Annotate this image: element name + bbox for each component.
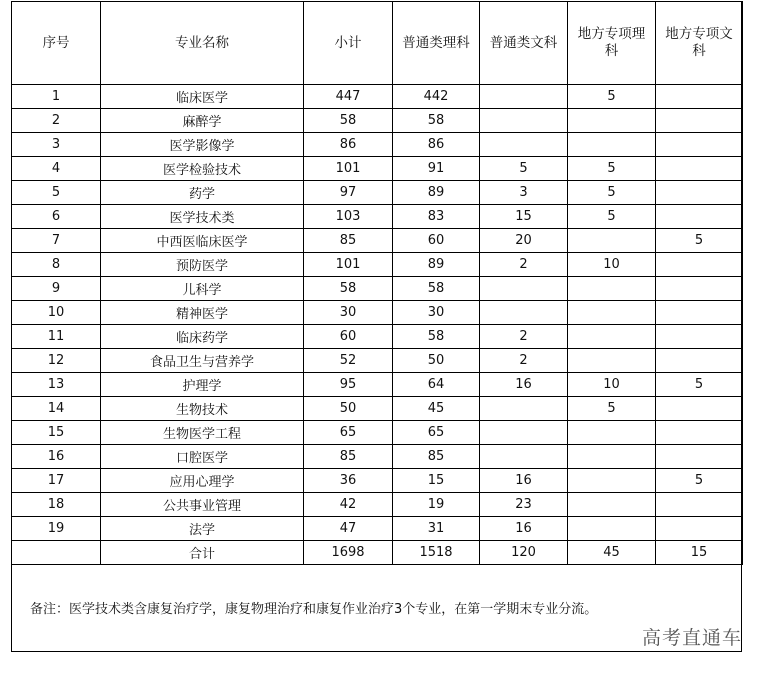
table-row	[12, 301, 743, 325]
table-cell	[568, 421, 656, 445]
table-row	[12, 157, 743, 181]
table-cell: 5	[568, 181, 656, 205]
table-cell: 15	[12, 421, 101, 445]
table-cell	[656, 493, 743, 517]
table-cell	[568, 133, 656, 157]
table-cell: 中西医临床医学	[101, 229, 304, 253]
table-row	[12, 349, 743, 373]
table-cell: 85	[304, 229, 393, 253]
total-cell: 1698	[304, 541, 393, 565]
table-cell	[656, 301, 743, 325]
total-cell: 合计	[101, 541, 304, 565]
watermark-logo: 高考直通车	[641, 627, 742, 649]
table-cell	[568, 109, 656, 133]
table-cell: 法学	[101, 517, 304, 541]
table-cell: 42	[304, 493, 393, 517]
total-cell: 1518	[393, 541, 480, 565]
table-cell: 麻醉学	[101, 109, 304, 133]
table-cell: 60	[393, 229, 480, 253]
table-cell: 5	[12, 181, 101, 205]
table-cell: 儿科学	[101, 277, 304, 301]
table-cell: 药学	[101, 181, 304, 205]
table-cell	[656, 349, 743, 373]
table-cell: 5	[480, 157, 568, 181]
table-cell: 31	[393, 517, 480, 541]
table-cell: 45	[393, 397, 480, 421]
total-cell: 15	[656, 541, 743, 565]
table-cell: 5	[568, 85, 656, 109]
header-cell: 地方专项文科	[656, 2, 743, 85]
total-cell: 45	[568, 541, 656, 565]
table-cell	[568, 469, 656, 493]
table-cell: 47	[304, 517, 393, 541]
table-cell	[656, 109, 743, 133]
table-cell	[656, 325, 743, 349]
table-cell: 2	[12, 109, 101, 133]
table-cell: 16	[480, 469, 568, 493]
table-row	[12, 229, 743, 253]
total-row	[12, 541, 743, 565]
table-cell	[480, 277, 568, 301]
table-cell	[568, 493, 656, 517]
table-row	[12, 397, 743, 421]
table-cell: 97	[304, 181, 393, 205]
table-cell: 临床医学	[101, 85, 304, 109]
table-cell: 65	[393, 421, 480, 445]
table-cell	[480, 445, 568, 469]
table-cell	[568, 445, 656, 469]
table-cell: 4	[12, 157, 101, 181]
table-cell: 6	[12, 205, 101, 229]
table-cell: 103	[304, 205, 393, 229]
table-cell: 16	[480, 373, 568, 397]
table-row	[12, 85, 743, 109]
header-cell: 专业名称	[101, 2, 304, 85]
table-cell	[480, 109, 568, 133]
table-row	[12, 325, 743, 349]
table-cell	[656, 157, 743, 181]
table-cell	[656, 421, 743, 445]
table-cell: 30	[393, 301, 480, 325]
table-cell	[568, 277, 656, 301]
table-cell: 3	[480, 181, 568, 205]
table-cell	[480, 301, 568, 325]
table-cell: 5	[656, 229, 743, 253]
table-cell	[656, 445, 743, 469]
table-row	[12, 373, 743, 397]
table-cell: 医学影像学	[101, 133, 304, 157]
table-cell: 2	[480, 325, 568, 349]
table-cell: 5	[568, 205, 656, 229]
table-cell: 442	[393, 85, 480, 109]
table-cell: 23	[480, 493, 568, 517]
table-cell: 86	[304, 133, 393, 157]
table-cell: 58	[393, 325, 480, 349]
table-cell: 85	[304, 445, 393, 469]
table-cell	[568, 229, 656, 253]
table-cell	[656, 253, 743, 277]
table-cell	[480, 133, 568, 157]
table-cell: 护理学	[101, 373, 304, 397]
enrollment-table	[11, 1, 743, 565]
table-cell: 2	[480, 253, 568, 277]
table-cell: 食品卫生与营养学	[101, 349, 304, 373]
table-cell: 447	[304, 85, 393, 109]
table-cell	[568, 325, 656, 349]
table-cell: 12	[12, 349, 101, 373]
footnote: 备注：医学技术类含康复治疗学，康复物理治疗和康复作业治疗3个专业，在第一学期末专业分流。	[30, 602, 598, 617]
table-cell: 101	[304, 253, 393, 277]
table-cell: 医学技术类	[101, 205, 304, 229]
table-cell: 口腔医学	[101, 445, 304, 469]
table-cell: 85	[393, 445, 480, 469]
table-cell: 36	[304, 469, 393, 493]
header-cell: 普通类文科	[480, 2, 568, 85]
table-cell: 10	[568, 253, 656, 277]
table-cell	[656, 205, 743, 229]
table-cell	[568, 349, 656, 373]
table-cell: 医学检验技术	[101, 157, 304, 181]
table-row	[12, 445, 743, 469]
table-header-row	[12, 2, 743, 85]
table-cell	[480, 421, 568, 445]
total-cell	[12, 541, 101, 565]
table-cell	[656, 397, 743, 421]
table-cell: 95	[304, 373, 393, 397]
table-cell: 83	[393, 205, 480, 229]
table-cell: 86	[393, 133, 480, 157]
table-cell: 1	[12, 85, 101, 109]
table-cell: 58	[304, 109, 393, 133]
table-cell	[656, 517, 743, 541]
table-cell: 5	[568, 157, 656, 181]
table-cell: 101	[304, 157, 393, 181]
table-cell: 91	[393, 157, 480, 181]
table-cell: 生物技术	[101, 397, 304, 421]
table-cell: 10	[568, 373, 656, 397]
table-row	[12, 277, 743, 301]
table-cell: 52	[304, 349, 393, 373]
table-cell	[568, 517, 656, 541]
header-cell: 序号	[12, 2, 101, 85]
table-cell	[656, 133, 743, 157]
table-cell: 公共事业管理	[101, 493, 304, 517]
table-cell	[656, 85, 743, 109]
table-cell: 9	[12, 277, 101, 301]
table-cell: 11	[12, 325, 101, 349]
table-cell: 58	[393, 109, 480, 133]
header-cell: 小计	[304, 2, 393, 85]
table-cell: 18	[12, 493, 101, 517]
table-cell: 10	[12, 301, 101, 325]
table-cell: 58	[393, 277, 480, 301]
table-row	[12, 469, 743, 493]
table-cell: 50	[304, 397, 393, 421]
table-cell: 5	[656, 373, 743, 397]
table-cell: 50	[393, 349, 480, 373]
table-row	[12, 421, 743, 445]
table-cell: 65	[304, 421, 393, 445]
table-cell: 5	[568, 397, 656, 421]
table-cell: 20	[480, 229, 568, 253]
table-cell: 15	[480, 205, 568, 229]
table-cell	[568, 301, 656, 325]
table-cell: 58	[304, 277, 393, 301]
table-cell: 19	[12, 517, 101, 541]
table-cell: 30	[304, 301, 393, 325]
table-cell: 60	[304, 325, 393, 349]
table-cell: 64	[393, 373, 480, 397]
table-cell: 7	[12, 229, 101, 253]
header-cell: 普通类理科	[393, 2, 480, 85]
table-cell: 3	[12, 133, 101, 157]
table-cell: 16	[12, 445, 101, 469]
table-cell: 16	[480, 517, 568, 541]
total-cell: 120	[480, 541, 568, 565]
table-cell: 89	[393, 181, 480, 205]
table-row	[12, 493, 743, 517]
table-cell: 预防医学	[101, 253, 304, 277]
table-cell: 生物医学工程	[101, 421, 304, 445]
table-cell: 13	[12, 373, 101, 397]
table-row	[12, 517, 743, 541]
table-cell: 8	[12, 253, 101, 277]
table-cell: 5	[656, 469, 743, 493]
table-row	[12, 109, 743, 133]
table-cell: 临床药学	[101, 325, 304, 349]
table-cell: 应用心理学	[101, 469, 304, 493]
header-cell: 地方专项理科	[568, 2, 656, 85]
table-cell: 2	[480, 349, 568, 373]
table-cell	[480, 397, 568, 421]
table-row	[12, 133, 743, 157]
table-cell: 精神医学	[101, 301, 304, 325]
table-row	[12, 181, 743, 205]
table-cell: 19	[393, 493, 480, 517]
table-cell	[480, 85, 568, 109]
table-row	[12, 205, 743, 229]
table-cell: 15	[393, 469, 480, 493]
table-row	[12, 253, 743, 277]
table-cell: 89	[393, 253, 480, 277]
table-cell: 14	[12, 397, 101, 421]
table-cell	[656, 277, 743, 301]
table-cell: 17	[12, 469, 101, 493]
table-cell	[656, 181, 743, 205]
